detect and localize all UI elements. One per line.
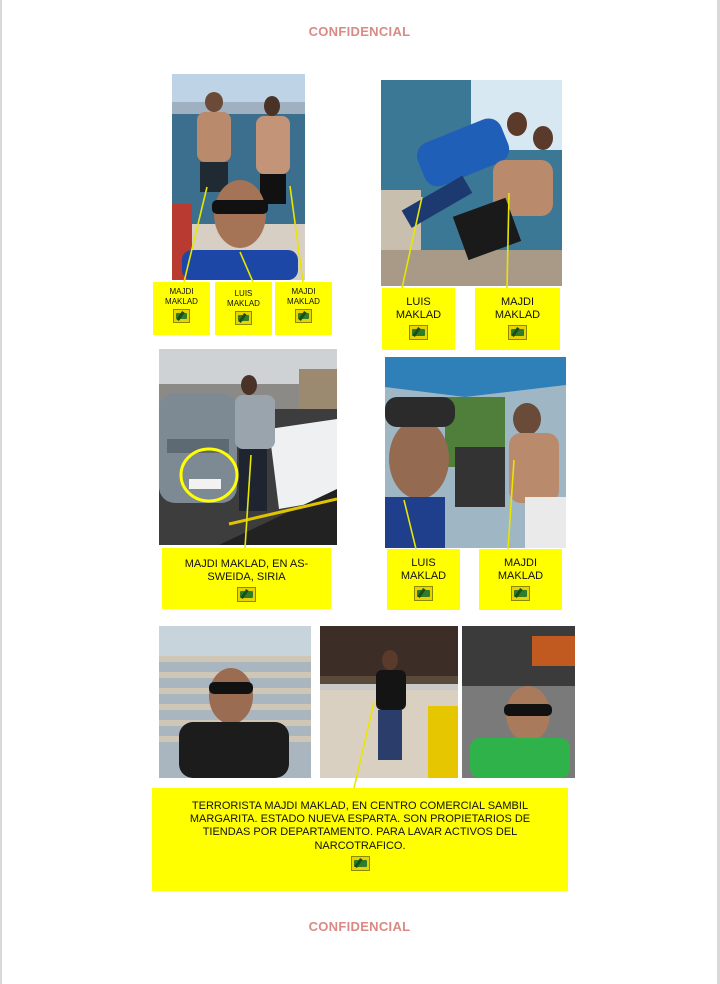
label-luis-maklad-1	[215, 282, 272, 335]
label-majdi-as-sweida	[162, 548, 331, 609]
emblem-icon	[511, 586, 530, 601]
emblem-icon	[295, 309, 312, 323]
label-text: MAJDI MAKLAD	[287, 287, 320, 306]
label-text: MAJDI MAKLAD, EN AS- SWEIDA, SIRIA	[184, 558, 309, 584]
emblem-icon	[508, 325, 527, 340]
label-majdi-maklad-1	[153, 282, 210, 335]
label-text: MAJDI MAKLAD	[494, 296, 541, 322]
footer-confidential: CONFIDENCIAL	[308, 919, 411, 934]
label-majdi-maklad-4	[479, 549, 562, 610]
emblem-icon	[173, 309, 190, 323]
label-text: LUIS MAKLAD	[395, 296, 442, 322]
label-majdi-maklad-2	[275, 282, 332, 335]
header-confidential: CONFIDENCIAL	[308, 24, 411, 39]
label-text: LUIS MAKLAD	[227, 289, 260, 308]
emblem-icon	[235, 311, 252, 325]
caption-text: TERRORISTA MAJDI MAKLAD, EN CENTRO COMERCIAL SAMBIL MARGARITA. ESTADO NUEVA ESPARTA. SON PROPIETARIOS DE TIENDAS POR DEPARTAMENTO. PARA LAVAR ACTIVOS DEL NARCOTRAFICO.	[189, 800, 531, 852]
emblem-icon	[237, 587, 256, 602]
label-text: MAJDI MAKLAD	[165, 287, 198, 306]
label-majdi-maklad-3	[475, 288, 560, 350]
emblem-icon	[409, 325, 428, 340]
label-text: MAJDI MAKLAD	[497, 557, 544, 583]
emblem-icon	[351, 856, 370, 871]
emblem-icon	[414, 586, 433, 601]
label-luis-maklad-3	[387, 549, 460, 610]
label-luis-maklad-2	[382, 288, 455, 350]
caption-majdi-sambil	[152, 788, 568, 891]
document-page	[2, 0, 717, 984]
label-text: LUIS MAKLAD	[400, 557, 447, 583]
